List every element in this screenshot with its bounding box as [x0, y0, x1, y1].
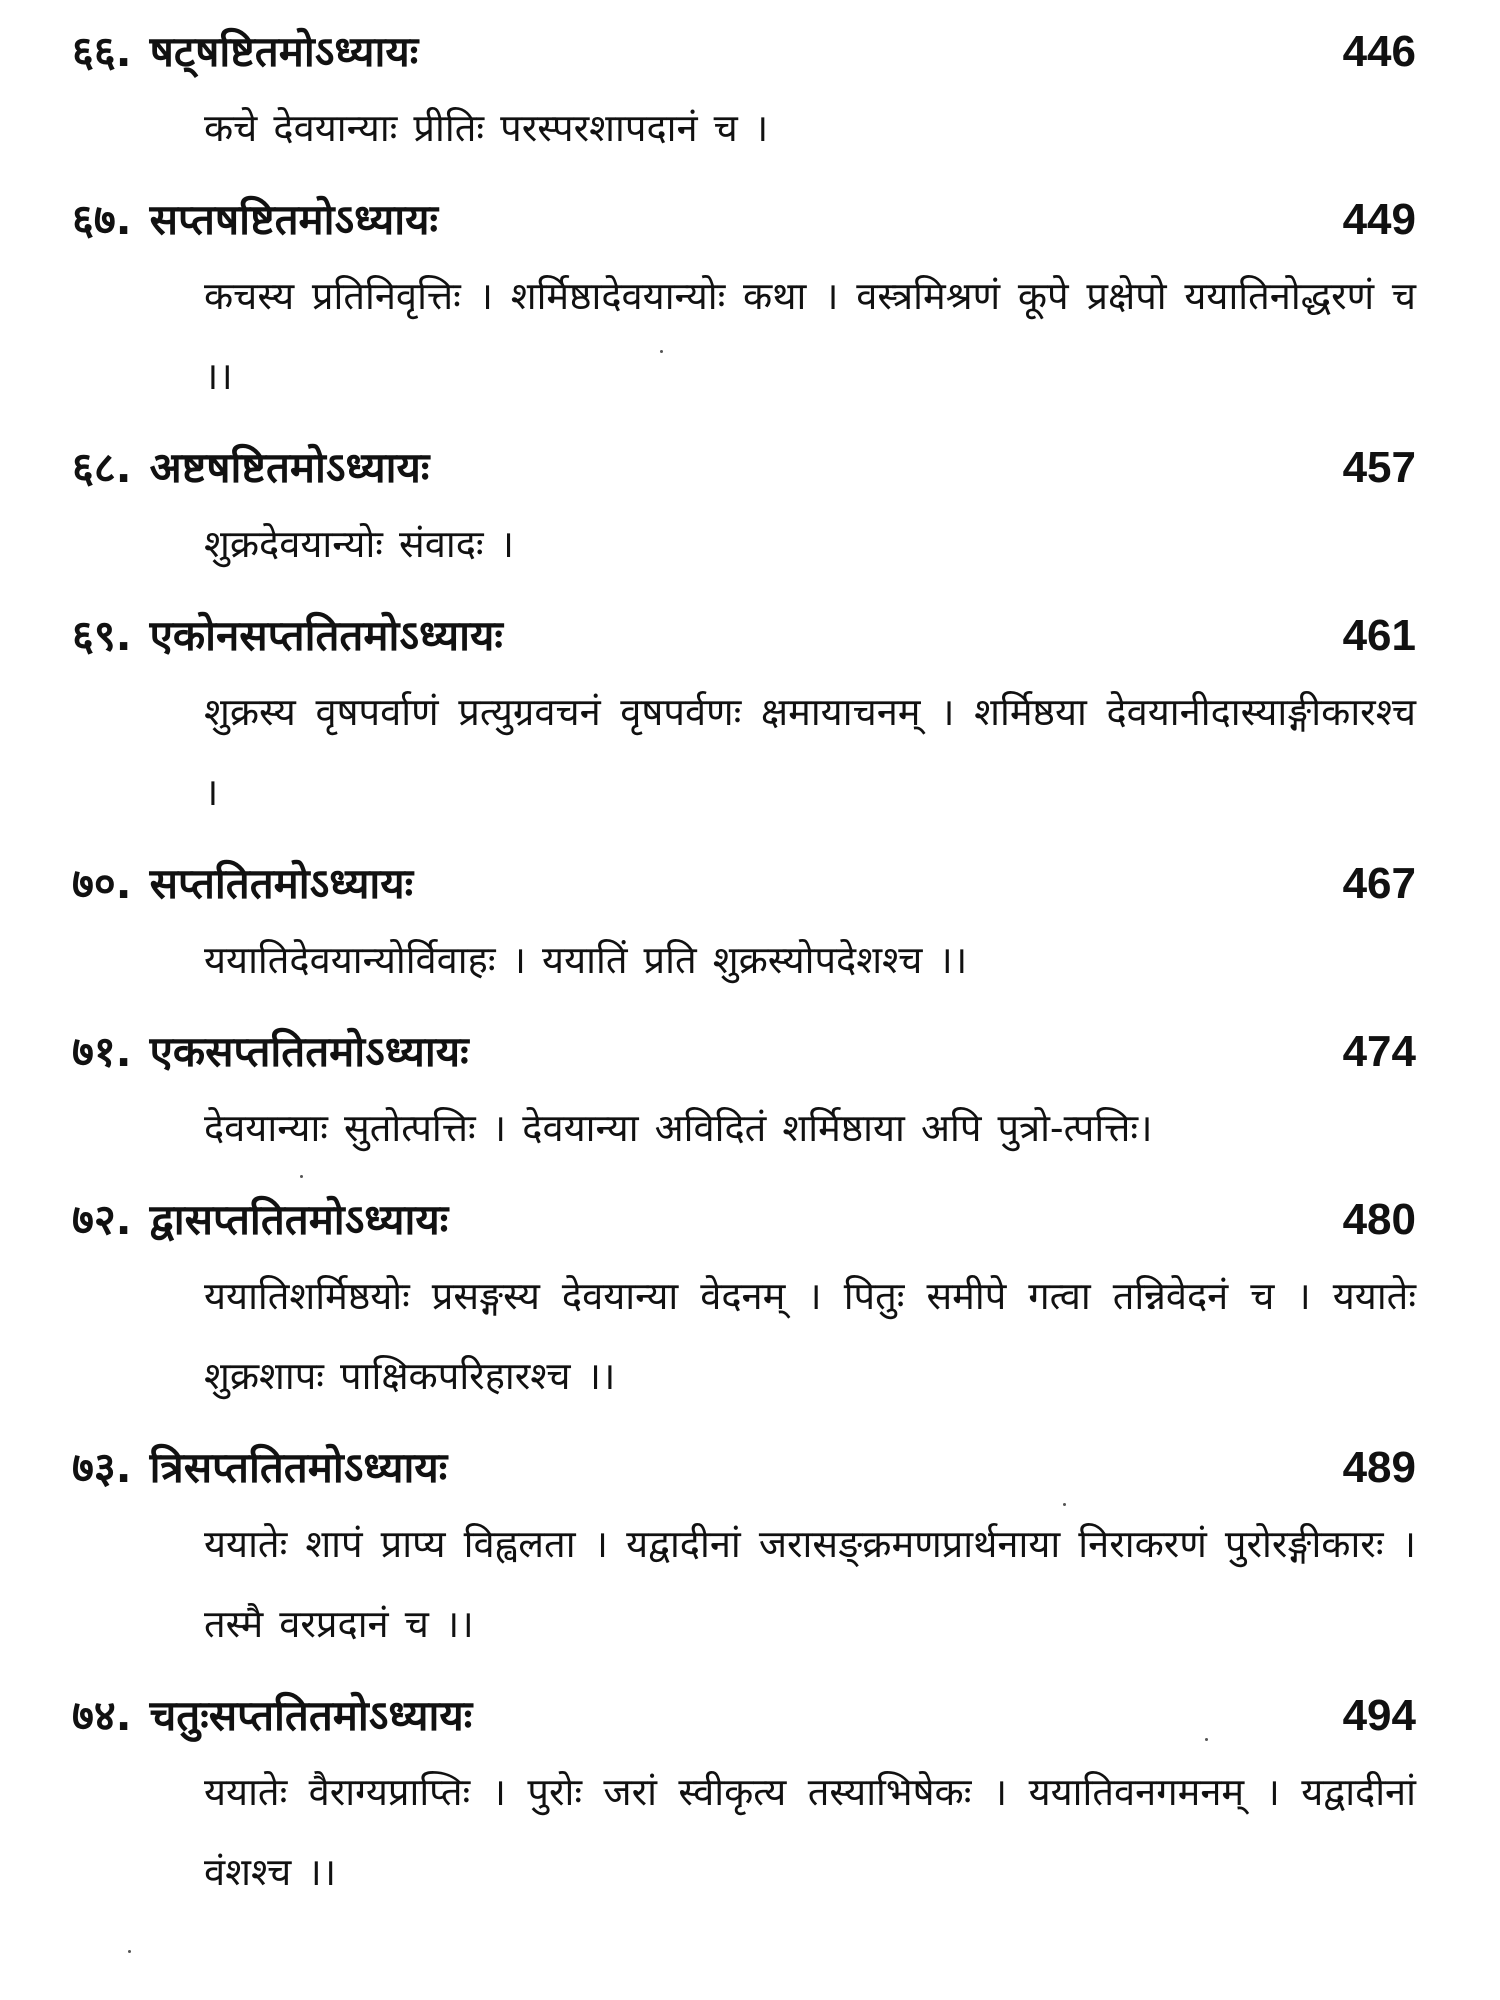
- chapter-title: एकोनसप्ततितमोऽध्यायः: [149, 611, 503, 660]
- entry-heading: [72, 188, 1416, 252]
- chapter-title: षट्षष्टितमोऽध्यायः: [149, 27, 419, 76]
- entry-heading-left: [72, 1684, 472, 1748]
- chapter-title: सप्ततितमोऽध्यायः: [149, 859, 414, 908]
- scan-speck: [300, 1175, 303, 1178]
- page-number: 467: [1342, 859, 1416, 908]
- chapter-number: ६७.: [72, 195, 132, 244]
- chapter-summary: कचस्य प्रतिनिवृत्तिः । शर्मिष्ठादेवयान्योः कथा । वस्त्रमिश्रणं कूपे प्रक्षेपो ययातिनोद्धरणं च ।।: [204, 274, 1416, 398]
- toc-entry-72: [72, 1188, 1416, 1416]
- toc-entry-66: [72, 20, 1416, 168]
- chapter-title: त्रिसप्ततितमोऽध्यायः: [149, 1443, 448, 1492]
- chapter-title: अष्टषष्टितमोऽध्यायः: [149, 443, 430, 492]
- entry-heading: [72, 1436, 1416, 1500]
- chapter-summary: कचे देवयान्याः प्रीतिः परस्परशापदानं च ।: [204, 106, 769, 150]
- entry-heading: [72, 1188, 1416, 1252]
- chapter-title: एकसप्ततितमोऽध्यायः: [149, 1027, 469, 1076]
- chapter-number: ७४.: [72, 1691, 132, 1740]
- entry-heading-left: [72, 20, 418, 84]
- chapter-number: ७१.: [72, 1027, 132, 1076]
- chapter-title: द्वासप्ततितमोऽध्यायः: [149, 1195, 449, 1244]
- chapter-number: ७२.: [72, 1195, 132, 1244]
- chapter-summary: देवयान्याः सुतोत्पत्तिः । देवयान्या अविदितं शर्मिष्ठाया अपि पुत्रो-त्पत्तिः।: [204, 1106, 1153, 1150]
- scan-speck: [128, 1950, 131, 1953]
- chapter-summary: ययातेः वैराग्यप्राप्तिः । पुरोः जरां स्वीकृत्य तस्याभिषेकः । ययातिवनगमनम् । यद्वादीनां वंशश्च ।।: [204, 1770, 1416, 1894]
- scan-speck: [1063, 1503, 1066, 1506]
- toc-entry-68: [72, 436, 1416, 584]
- toc-entry-67: [72, 188, 1416, 416]
- entry-heading: [72, 604, 1416, 668]
- entry-heading-left: [72, 1188, 448, 1252]
- chapter-summary: ययातिदेवयान्योर्विवाहः । ययातिं प्रति शुक्रस्योपदेशश्च ।।: [204, 938, 968, 982]
- entry-heading-left: [72, 436, 429, 500]
- chapter-title: सप्तषष्टितमोऽध्यायः: [149, 195, 439, 244]
- entry-heading-left: [72, 188, 438, 252]
- entry-heading: [72, 1020, 1416, 1084]
- chapter-number: ७०.: [72, 859, 132, 908]
- toc-entry-73: [72, 1436, 1416, 1664]
- page-number: 480: [1342, 1195, 1416, 1244]
- chapter-summary: ययातेः शापं प्राप्य विह्वलता । यद्वादीनां जरासङ्क्रमणप्रार्थनाया निराकरणं पुरोरङ्गीकारः । तस्मै वरप्रदानं च ।।: [204, 1522, 1416, 1646]
- entry-heading: [72, 1684, 1416, 1748]
- chapter-summary: ययातिशर्मिष्ठयोः प्रसङ्गस्य देवयान्या वेदनम् । पितुः समीपे गत्वा तन्निवेदनं च । ययातेः शुक्रशापः पाक्षिकपरिहारश्च ।।: [204, 1274, 1416, 1398]
- entry-heading-left: [72, 852, 413, 916]
- chapter-number: ६६.: [72, 27, 132, 76]
- page-number: 449: [1342, 195, 1416, 244]
- chapter-summary: शुक्रस्य वृषपर्वाणं प्रत्युग्रवचनं वृषपर्वणः क्षमायाचनम् । शर्मिष्ठया देवयानीदास्याङ्गीकारश्च ।: [204, 690, 1416, 814]
- toc-entry-71: [72, 1020, 1416, 1168]
- entry-heading-left: [72, 1020, 469, 1084]
- entry-heading-left: [72, 604, 503, 668]
- page-number: 457: [1342, 443, 1416, 492]
- scan-speck: [660, 350, 663, 353]
- chapter-summary: शुक्रदेवयान्योः संवादः ।: [204, 522, 515, 566]
- chapter-title: चतुःसप्ततितमोऽध्यायः: [149, 1691, 473, 1740]
- entry-heading: [72, 852, 1416, 916]
- page-number: 446: [1342, 27, 1416, 76]
- chapter-number: ६८.: [72, 443, 132, 492]
- entry-heading: [72, 20, 1416, 84]
- toc-entry-69: [72, 604, 1416, 832]
- toc-entry-70: [72, 852, 1416, 1000]
- entry-heading-left: [72, 1436, 447, 1500]
- chapter-number: ६९.: [72, 611, 132, 660]
- page-number: 461: [1342, 611, 1416, 660]
- entry-heading: [72, 436, 1416, 500]
- scan-speck: [1205, 1738, 1208, 1741]
- page-number: 489: [1342, 1443, 1416, 1492]
- page-number: 474: [1342, 1027, 1416, 1076]
- toc-entry-74: [72, 1684, 1416, 1912]
- chapter-number: ७३.: [72, 1443, 132, 1492]
- page-number: 494: [1342, 1691, 1416, 1740]
